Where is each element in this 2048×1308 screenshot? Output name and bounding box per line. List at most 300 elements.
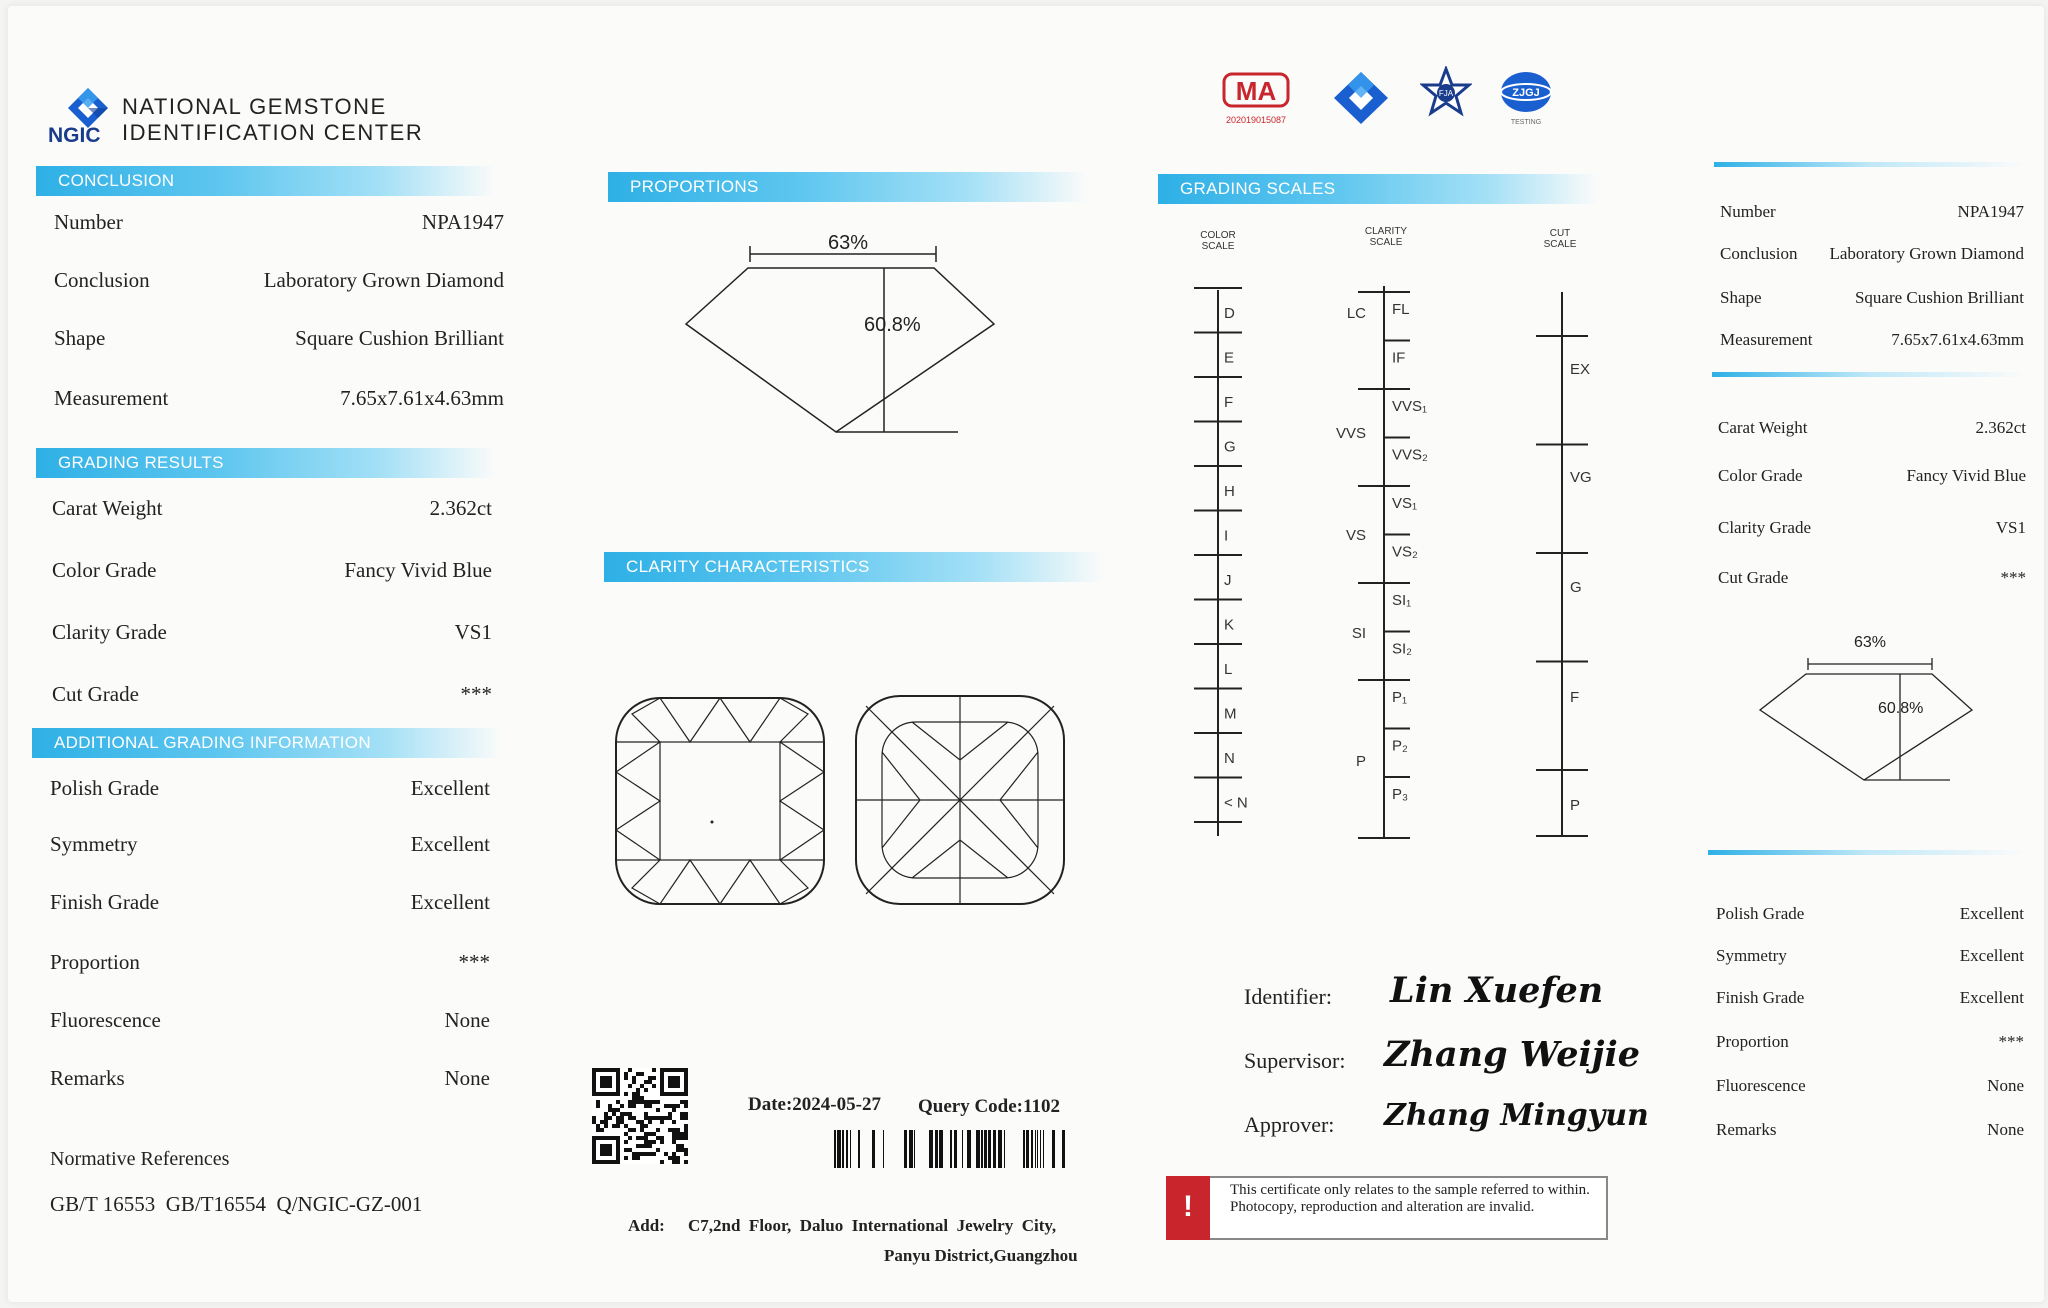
summary-mid-label: Cut Grade — [1718, 568, 1789, 587]
qr-module — [676, 1128, 680, 1132]
qr-module — [652, 1084, 656, 1088]
clarity-grade-label: FL — [1392, 301, 1410, 318]
summary-bottom-label: Finish Grade — [1716, 988, 1805, 1007]
warning-icon: ! — [1166, 1176, 1210, 1240]
color-grade-label: D — [1224, 305, 1235, 322]
qr-module — [676, 1160, 680, 1164]
summary-mid-value: Fancy Vivid Blue — [1906, 466, 2026, 485]
grading-scales-chart — [1168, 276, 1608, 846]
summary-top-label: Conclusion — [1720, 244, 1798, 263]
signature-role: Approver: — [1244, 1112, 1335, 1137]
qr-module — [596, 1104, 600, 1108]
qr-module — [644, 1152, 648, 1156]
qr-module — [624, 1124, 628, 1128]
cut-grade-label: F — [1570, 689, 1580, 706]
barcode-bar — [950, 1130, 952, 1168]
conclusion-value: Square Cushion Brilliant — [295, 326, 504, 350]
qr-module — [620, 1112, 624, 1116]
qr-module — [644, 1124, 648, 1128]
qr-module — [684, 1148, 688, 1152]
clarity-grade-label: P₁ — [1392, 689, 1408, 706]
clarity-group-label: P — [1355, 753, 1366, 770]
grading-result-value: VS1 — [454, 620, 492, 644]
clarity-grade-label: VS₂ — [1392, 543, 1418, 561]
summary-top-value: Square Cushion Brilliant — [1854, 288, 2024, 307]
qr-module — [676, 1132, 680, 1136]
qr-module — [672, 1132, 676, 1136]
qr-module — [640, 1084, 644, 1088]
color-grade-label: E — [1224, 349, 1235, 367]
qr-module — [684, 1136, 688, 1140]
grading-result-row — [52, 620, 492, 649]
qr-module — [628, 1084, 632, 1088]
grading-result-value: *** — [460, 682, 492, 706]
zjgj-badge-text: ZJGJ — [1512, 87, 1540, 99]
qr-module — [660, 1120, 664, 1124]
summary-rule-top — [1714, 162, 2026, 167]
qr-module — [640, 1124, 644, 1128]
proportions-diagram — [668, 232, 1008, 442]
qr-module — [664, 1104, 668, 1108]
qr-module — [600, 1128, 604, 1132]
qr-module — [672, 1128, 676, 1132]
qr-module — [628, 1100, 632, 1104]
barcode-bar — [1026, 1130, 1029, 1168]
barcode-bar — [993, 1130, 996, 1168]
qr-module — [656, 1108, 660, 1112]
qr-module — [612, 1108, 616, 1112]
additional-info-label: Polish Grade — [50, 776, 160, 800]
clarity-grade-label: P₂ — [1392, 737, 1408, 755]
qr-module — [600, 1144, 612, 1156]
barcode-bar — [967, 1130, 971, 1168]
qr-module — [684, 1104, 688, 1108]
qr-module — [672, 1120, 676, 1124]
qr-module — [648, 1116, 652, 1120]
qr-module — [624, 1072, 628, 1076]
grading-results-band: GRADING RESULTS — [36, 448, 496, 478]
qr-module — [668, 1104, 672, 1108]
summary-mid-label: Carat Weight — [1718, 418, 1808, 437]
barcode-bar — [981, 1130, 983, 1168]
summary-mid-row — [1718, 466, 2026, 491]
color-grade-label: N — [1224, 750, 1235, 767]
qr-module — [656, 1148, 660, 1152]
clarity-grade-label: SI₂ — [1392, 640, 1412, 658]
qr-module — [648, 1076, 652, 1080]
zjgj-badge — [1498, 70, 1564, 126]
qr-module — [592, 1120, 596, 1124]
color-grade-label: F — [1224, 394, 1234, 411]
summary-bottom-value: None — [1987, 1076, 2024, 1095]
qr-module — [644, 1080, 648, 1084]
additional-info-value: None — [444, 1066, 490, 1090]
qr-module — [636, 1100, 640, 1104]
qr-module — [664, 1152, 668, 1156]
barcode-bar — [842, 1130, 844, 1168]
summary-top-value: Laboratory Grown Diamond — [1829, 244, 2024, 263]
grading-result-label: Color Grade — [52, 558, 157, 582]
qr-module — [684, 1100, 688, 1104]
summary-bottom-label: Polish Grade — [1716, 904, 1805, 923]
qr-module — [640, 1120, 644, 1124]
additional-info-label: Fluorescence — [50, 1008, 161, 1032]
qr-module — [672, 1152, 676, 1156]
summary-bottom-label: Remarks — [1716, 1120, 1777, 1139]
qr-module — [636, 1136, 640, 1140]
qr-module — [648, 1152, 652, 1156]
color-grade-label: M — [1224, 705, 1237, 723]
qr-module — [620, 1116, 624, 1120]
qr-module — [604, 1112, 608, 1116]
qr-module — [680, 1144, 684, 1148]
clarity-grade-label: VVS₂ — [1392, 446, 1428, 464]
qr-module — [628, 1128, 632, 1132]
qr-module — [672, 1156, 676, 1160]
qr-module — [664, 1116, 668, 1120]
summary-mid-value: VS1 — [1995, 518, 2026, 537]
summary-top-label: Shape — [1720, 288, 1762, 307]
qr-module — [676, 1144, 680, 1148]
qr-module — [632, 1092, 636, 1096]
normative-title: Normative References — [50, 1148, 230, 1170]
conclusion-label: Number — [54, 210, 123, 234]
qr-module — [640, 1096, 644, 1100]
qr-module — [592, 1116, 596, 1120]
color-grade-label: J — [1224, 572, 1232, 589]
barcode-bar — [1062, 1130, 1065, 1168]
color-grade-label: G — [1224, 438, 1236, 456]
qr-module — [632, 1156, 636, 1160]
zjgj-caption: TESTING — [1510, 119, 1542, 126]
additional-info-label: Proportion — [50, 950, 140, 974]
color-grade-label: K — [1224, 616, 1235, 634]
signature-name: Lin Xuefen — [1390, 970, 1604, 1011]
qr-module — [616, 1108, 620, 1112]
qr-module — [668, 1128, 672, 1132]
qr-module — [628, 1112, 632, 1116]
qr-module — [644, 1116, 648, 1120]
qr-module — [684, 1160, 688, 1164]
qr-module — [596, 1100, 600, 1104]
qr-module — [684, 1116, 688, 1120]
barcode-bar — [998, 1130, 1002, 1168]
cut-grade-label: P — [1570, 797, 1581, 814]
qr-module — [652, 1076, 656, 1080]
qr-module — [644, 1104, 648, 1108]
qr-module — [672, 1160, 676, 1164]
barcode-bar — [939, 1130, 943, 1168]
signature-name: Zhang Weijie — [1384, 1034, 1641, 1075]
qr-module — [660, 1140, 664, 1144]
summary-top-label: Number — [1720, 202, 1776, 221]
barcode-bar — [846, 1130, 848, 1168]
qr-module — [652, 1132, 656, 1136]
additional-info-value: Excellent — [410, 890, 490, 914]
qr-module — [640, 1128, 644, 1132]
ngic-mark-badge — [1330, 68, 1392, 131]
grading-result-row — [52, 682, 492, 711]
summary-mid-value: *** — [2000, 568, 2026, 587]
qr-module — [632, 1104, 636, 1108]
qr-module — [636, 1072, 640, 1076]
qr-module — [676, 1156, 680, 1160]
zjgj-globe-icon — [1498, 70, 1554, 114]
qr-module — [608, 1108, 612, 1112]
qr-module — [624, 1132, 628, 1136]
grading-result-label: Carat Weight — [52, 496, 163, 520]
summary-proportions-diagram — [1754, 652, 1984, 786]
qr-module — [636, 1156, 640, 1160]
qr-module — [660, 1136, 664, 1140]
qr-module — [596, 1124, 600, 1128]
qr-module — [636, 1096, 640, 1100]
qr-module — [600, 1076, 612, 1088]
barcode-bar — [914, 1130, 915, 1168]
barcode — [830, 1130, 1070, 1170]
summary-mid-label: Clarity Grade — [1718, 518, 1811, 537]
clarity-grade-label: VVS₁ — [1392, 398, 1428, 415]
grading-result-row — [52, 558, 492, 587]
qr-module — [612, 1112, 616, 1116]
color-grade-label: L — [1224, 661, 1233, 678]
qr-module — [628, 1068, 632, 1072]
barcode-bar — [984, 1130, 987, 1168]
qr-module — [624, 1092, 628, 1096]
clarity-plot-pavilion — [852, 692, 1068, 908]
qr-module — [656, 1128, 660, 1132]
barcode-bar — [929, 1130, 933, 1168]
barcode-bar — [858, 1130, 860, 1168]
address-label: Add: — [628, 1216, 665, 1235]
cma-number: 202019015087 — [1225, 115, 1287, 125]
qr-module — [636, 1144, 640, 1148]
cma-seal-icon — [1220, 70, 1298, 110]
qr-module — [640, 1136, 644, 1140]
clarity-grade-label: VS₁ — [1392, 495, 1418, 512]
cut-grade-label: VG — [1570, 469, 1592, 486]
summary-mid-row — [1718, 418, 2026, 443]
qr-module — [676, 1136, 680, 1140]
conclusion-label: Measurement — [54, 386, 169, 410]
additional-info-value: Excellent — [410, 776, 490, 800]
summary-rule-bottom — [1708, 850, 2026, 855]
barcode-bar — [1035, 1130, 1036, 1168]
qr-module — [680, 1100, 684, 1104]
barcode-bar — [988, 1130, 991, 1168]
qr-module — [680, 1116, 684, 1120]
qr-module — [676, 1148, 680, 1152]
qr-module — [644, 1140, 648, 1144]
qr-module — [684, 1128, 688, 1132]
summary-bottom-row — [1716, 1120, 2024, 1145]
grading-result-value: 2.362ct — [429, 496, 492, 520]
color-grade-label: < N — [1224, 794, 1248, 812]
qr-module — [652, 1140, 656, 1144]
depth-percent: 60.8% — [864, 314, 921, 336]
summary-top-value: NPA1947 — [1957, 202, 2024, 221]
summary-mid-label: Color Grade — [1718, 466, 1803, 485]
summary-bottom-row — [1716, 946, 2024, 971]
qr-module — [660, 1160, 664, 1164]
qr-module — [608, 1116, 612, 1120]
cut-scale-head: CUT SCALE — [1543, 228, 1577, 250]
qr-module — [632, 1128, 636, 1132]
qr-module — [656, 1136, 660, 1140]
barcode-bar — [935, 1130, 938, 1168]
conclusion-row — [54, 268, 504, 297]
barcode-bar — [1023, 1130, 1025, 1168]
org-name-line2: IDENTIFICATION CENTER — [122, 120, 424, 145]
summary-bottom-value: Excellent — [1959, 904, 2024, 923]
qr-module — [600, 1120, 604, 1124]
cut-grade-label: EX — [1570, 361, 1591, 378]
qr-module — [640, 1072, 644, 1076]
summary-bottom-row — [1716, 904, 2024, 929]
qr-module — [680, 1132, 684, 1136]
qr-module — [652, 1116, 656, 1120]
qr-module — [648, 1100, 652, 1104]
diamond-badge-icon — [1330, 68, 1392, 126]
barcode-bar — [954, 1130, 957, 1168]
grading-result-label: Clarity Grade — [52, 620, 167, 644]
qr-module — [644, 1136, 648, 1140]
summary-mid-value: 2.362ct — [1975, 418, 2026, 437]
qr-module — [620, 1104, 624, 1108]
qr-module — [652, 1152, 656, 1156]
summary-mid-row — [1718, 518, 2026, 543]
qr-module — [648, 1132, 652, 1136]
qr-module — [604, 1120, 608, 1124]
conclusion-value: Laboratory Grown Diamond — [263, 268, 504, 292]
qr-module — [624, 1140, 628, 1144]
address-line2: Panyu District,Guangzhou — [884, 1246, 1078, 1265]
qr-module — [632, 1152, 636, 1156]
qr-module — [624, 1112, 628, 1116]
qr-module — [680, 1136, 684, 1140]
qr-module — [660, 1116, 664, 1120]
qr-module — [640, 1152, 644, 1156]
qr-module — [632, 1100, 636, 1104]
summary-top-label: Measurement — [1720, 330, 1813, 349]
color-grade-label: H — [1224, 483, 1235, 500]
qr-module — [636, 1092, 640, 1096]
additional-info-label: Finish Grade — [50, 890, 160, 914]
barcode-bar — [976, 1130, 980, 1168]
summary-bottom-row — [1716, 1032, 2024, 1057]
summary-bottom-row — [1716, 1076, 2024, 1101]
clarity-group-label: VVS — [1335, 425, 1366, 442]
qr-module — [668, 1116, 672, 1120]
additional-info-value: None — [444, 1008, 490, 1032]
summary-top-value: 7.65x7.61x4.63mm — [1891, 330, 2024, 349]
summary-mid-row — [1718, 568, 2026, 593]
qr-module — [644, 1100, 648, 1104]
additional-info-label: Symmetry — [50, 832, 138, 856]
summary-top-row — [1720, 288, 2024, 313]
normative-refs: GB/T 16553 GB/T16554 Q/NGIC-GZ-001 — [50, 1192, 423, 1216]
conclusion-band: CONCLUSION — [36, 166, 496, 196]
fja-badge-text: FJA — [1438, 89, 1454, 98]
clarity-grade-label: SI₁ — [1392, 592, 1412, 609]
clarity-grade-label: IF — [1392, 349, 1406, 367]
qr-module — [636, 1120, 640, 1124]
additional-info-row — [50, 890, 490, 919]
cut-grade-label: G — [1570, 579, 1582, 596]
conclusion-row — [54, 326, 504, 355]
query-code: Query Code:1102 — [918, 1096, 1060, 1117]
summary-bottom-value: Excellent — [1959, 988, 2024, 1007]
qr-module — [644, 1112, 648, 1116]
disclaimer-box — [1166, 1176, 1608, 1240]
qr-module — [628, 1148, 632, 1152]
qr-module — [648, 1140, 652, 1144]
qr-module — [596, 1128, 600, 1132]
grading-result-label: Cut Grade — [52, 682, 139, 706]
clarity-group-label: VS — [1345, 527, 1366, 544]
qr-module — [616, 1116, 620, 1120]
qr-module — [644, 1144, 648, 1148]
qr-module — [632, 1076, 636, 1080]
grading-result-value: Fancy Vivid Blue — [344, 558, 492, 582]
conclusion-row — [54, 210, 504, 239]
qr-module — [648, 1080, 652, 1084]
color-scale-head: COLOR SCALE — [1200, 230, 1236, 252]
qr-module — [620, 1120, 624, 1124]
qr-code[interactable] — [592, 1068, 688, 1164]
barcode-bar — [962, 1130, 963, 1168]
certificate-sheet — [8, 6, 2044, 1302]
summary-rule-mid — [1712, 372, 2026, 377]
barcode-bar — [909, 1130, 913, 1168]
qr-module — [604, 1124, 608, 1128]
org-name-line1: NATIONAL GEMSTONE — [122, 94, 387, 119]
qr-module — [680, 1112, 684, 1116]
fja-badge — [1420, 66, 1472, 123]
barcode-bar — [1040, 1130, 1041, 1168]
barcode-bar — [1052, 1130, 1055, 1168]
additional-grading-band: ADDITIONAL GRADING INFORMATION — [32, 728, 502, 758]
clarity-characteristics-band: CLARITY CHARACTERISTICS — [604, 552, 1104, 582]
qr-module — [680, 1148, 684, 1152]
summary-top-row — [1720, 244, 2024, 269]
qr-module — [628, 1136, 632, 1140]
additional-info-row — [50, 1066, 490, 1095]
summary-bottom-row — [1716, 988, 2024, 1013]
summary-bottom-label: Proportion — [1716, 1032, 1789, 1051]
address-line1: C7,2nd Floor, Daluo International Jewelry City, — [688, 1216, 1057, 1235]
cma-badge — [1220, 70, 1298, 128]
qr-module — [624, 1076, 628, 1080]
qr-module — [672, 1108, 676, 1112]
qr-module — [632, 1116, 636, 1120]
qr-module — [668, 1076, 680, 1088]
conclusion-value: 7.65x7.61x4.63mm — [340, 386, 504, 410]
clarity-group-label: SI — [1351, 625, 1366, 642]
signature-name: Zhang Mingyun — [1384, 1098, 1649, 1133]
clarity-scale-head: CLARITY SCALE — [1364, 226, 1408, 248]
qr-module — [684, 1124, 688, 1128]
grading-scales-band: GRADING SCALES — [1158, 174, 1598, 204]
qr-module — [632, 1080, 636, 1084]
clarity-group-label: LC — [1346, 305, 1366, 322]
additional-info-row — [50, 1008, 490, 1037]
qr-module — [656, 1100, 660, 1104]
qr-module — [632, 1096, 636, 1100]
barcode-bar — [850, 1130, 851, 1168]
additional-info-label: Remarks — [50, 1066, 125, 1090]
summary-top-row — [1720, 202, 2024, 227]
